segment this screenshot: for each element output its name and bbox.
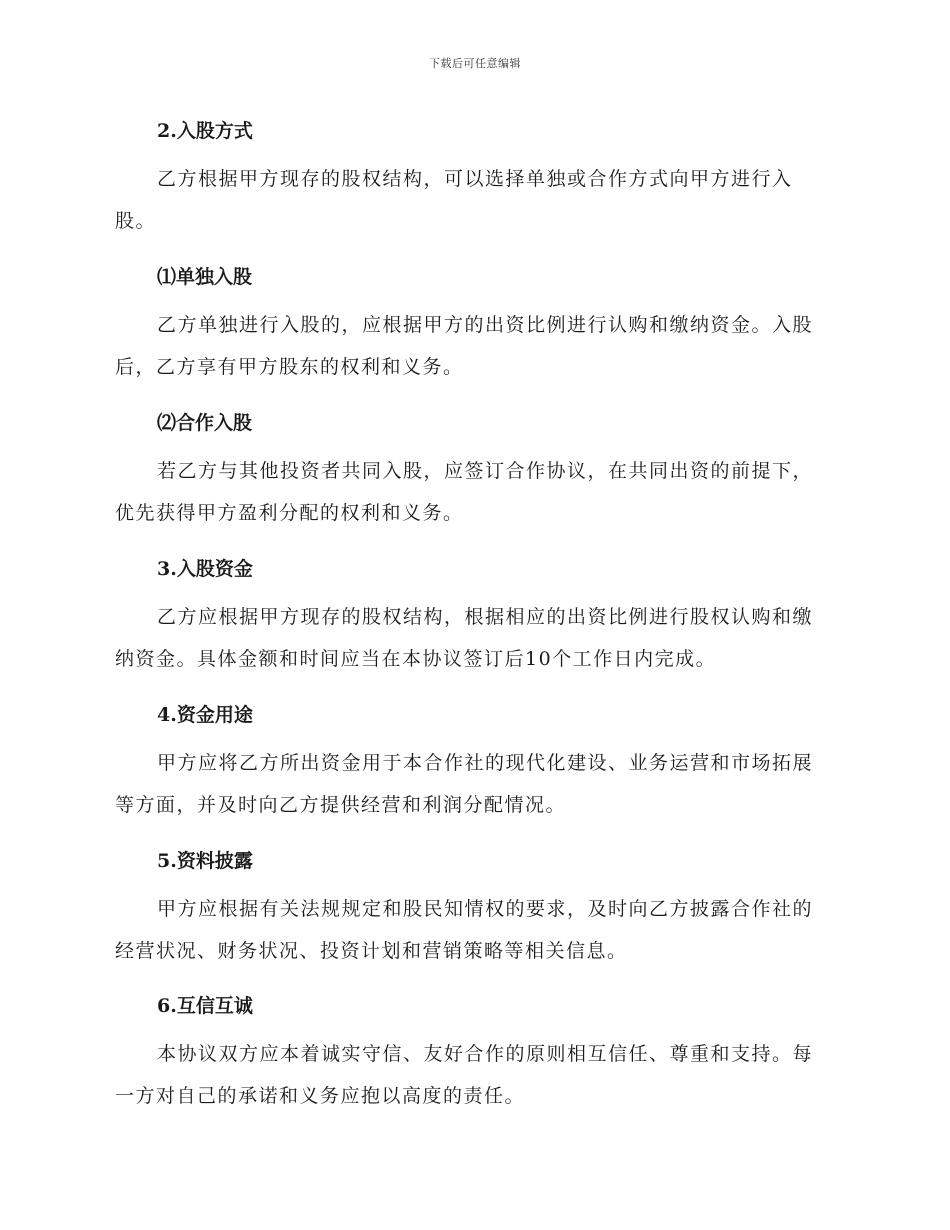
section-body-enrollment-method: 乙方根据甲方现存的股权结构，可以选择单独或合作方式向甲方进行入股。 <box>115 168 793 232</box>
section-body-fund-usage: 甲方应将乙方所出资金用于本合作社的现代化建设、业务运营和市场拓展等方面，并及时向乙方提供经营和利润分配情况。 <box>115 752 814 816</box>
section-heading-individual-enrollment: ⑴单独入股 <box>157 266 253 288</box>
section-heading-joint-enrollment: ⑵合作入股 <box>157 412 253 434</box>
section-heading-enrollment-method: 2.入股方式 <box>157 120 253 142</box>
section-heading-mutual-trust: 6.互信互诚 <box>157 995 253 1017</box>
section-heading-enrollment-funds: 3.入股资金 <box>157 558 253 580</box>
section-heading-fund-usage: 4.资金用途 <box>157 704 253 726</box>
section-heading-information-disclosure: 5.资料披露 <box>157 850 253 872</box>
section-body-individual-enrollment: 乙方单独进行入股的，应根据甲方的出资比例进行认购和缴纳资金。入股后，乙方享有甲方股东的权利和义务。 <box>115 314 814 378</box>
section-body-enrollment-funds: 乙方应根据甲方现存的股权结构，根据相应的出资比例进行股权认购和缴纳资金。具体金额和时间应当在本协议签订后10个工作日内完成。 <box>115 606 814 670</box>
section-body-information-disclosure: 甲方应根据有关法规规定和股民知情权的要求，及时向乙方披露合作社的经营状况、财务状况、投资计划和营销策略等相关信息。 <box>115 898 814 962</box>
section-body-mutual-trust: 本协议双方应本着诚实守信、友好合作的原则相互信任、尊重和支持。每一方对自己的承诺和义务应抱以高度的责任。 <box>115 1043 814 1107</box>
page-header: 下载后可任意编辑 <box>429 57 521 70</box>
section-body-joint-enrollment: 若乙方与其他投资者共同入股，应签订合作协议，在共同出资的前提下，优先获得甲方盈利分配的权利和义务。 <box>115 460 814 524</box>
